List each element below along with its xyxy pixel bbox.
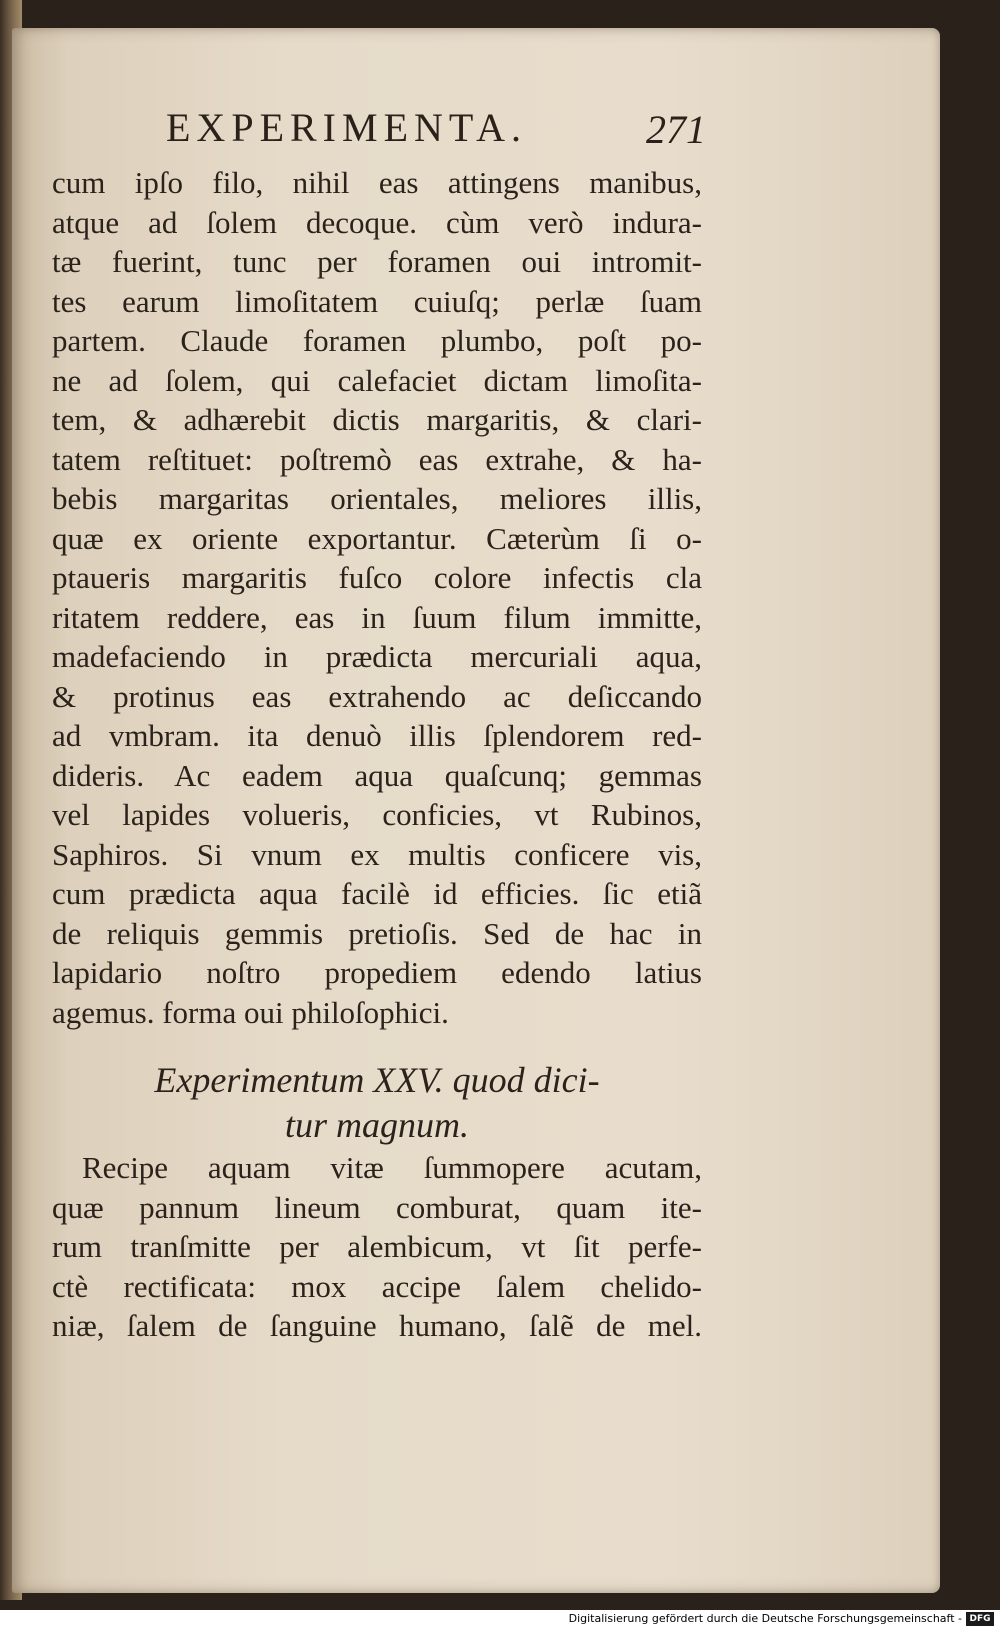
text-line: ne ad ſolem, qui calefaciet dictam limoſita- — [52, 362, 702, 398]
text-line: dideris. Ac eadem aqua quaſcunq; gemmas — [52, 757, 702, 793]
text-line: niæ, ſalem de ſanguine humano, ſalẽ de mel. — [52, 1308, 702, 1343]
text-block — [52, 163, 702, 1346]
running-head — [166, 104, 706, 154]
text-line: madefaciendo in prædicta mercuriali aqua, — [52, 639, 702, 674]
text-line: de reliquis gemmis pretioſis. Sed de hac in — [52, 915, 702, 951]
text-line: ritatem reddere, eas in ſuum filum immitte, — [52, 599, 702, 635]
text-line: quæ ex oriente exportantur. Cæterùm ſi o- — [52, 520, 702, 556]
section-heading-line-1: Experimentum XXV. quod dici- — [154, 1060, 600, 1100]
text-line: cum prædicta aqua facilè id efficies. ſic etiã — [52, 876, 702, 911]
text-line: & protinus eas extrahendo ac deſiccando — [52, 678, 702, 714]
text-line: tes earum limoſitatem cuiuſq; perlæ ſuam — [52, 283, 702, 319]
text-line: ad vmbram. ita denuò illis ſplendorem red- — [52, 718, 702, 753]
section-gap — [52, 1032, 702, 1058]
text-line: cum ipſo filo, nihil eas attingens manibus, — [52, 165, 702, 200]
funding-credit: Digitalisierung gefördert durch die Deutsche Forschungsgemeinschaft - — [568, 1612, 962, 1625]
text-line: lapidario noſtro propediem edendo latius — [52, 955, 702, 990]
running-title: EXPERIMENTA. — [166, 105, 528, 150]
text-line: tem, & adhærebit dictis margaritis, & clari- — [52, 402, 702, 437]
section-heading-line-2: tur magnum. — [284, 1105, 469, 1145]
text-line: bebis margaritas orientales, meliores illis, — [52, 481, 702, 516]
text-line: agemus. forma oui philoſophici. — [52, 994, 449, 1030]
text-line: partem. Claude foramen plumbo, poſt po- — [52, 323, 702, 358]
text-line: atque ad ſolem decoque. cùm verò indura- — [52, 204, 702, 240]
text-line: Recipe aquam vitæ ſummopere acutam, — [82, 1150, 702, 1185]
text-line: rum tranſmitte per alembicum, vt ſit perfe- — [52, 1229, 702, 1264]
text-line: Saphiros. Si vnum ex multis conficere vis, — [52, 836, 702, 872]
page-number: 271 — [646, 107, 706, 152]
digitization-footer — [0, 1610, 1000, 1629]
text-line: quæ pannum lineum comburat, quam ite- — [52, 1189, 702, 1225]
text-line: tæ fuerint, tunc per foramen oui intromit- — [52, 244, 702, 279]
text-line: vel lapides volueris, conficies, vt Rubinos, — [52, 797, 702, 832]
text-line: ctè rectificata: mox accipe ſalem chelido- — [52, 1268, 702, 1304]
text-line: ptaueris margaritis fuſco colore infectis cla — [52, 560, 702, 595]
dfg-logo: DFG — [966, 1612, 994, 1626]
text-line: tatem reſtituet: poſtremò eas extrahe, & ha- — [52, 441, 702, 477]
